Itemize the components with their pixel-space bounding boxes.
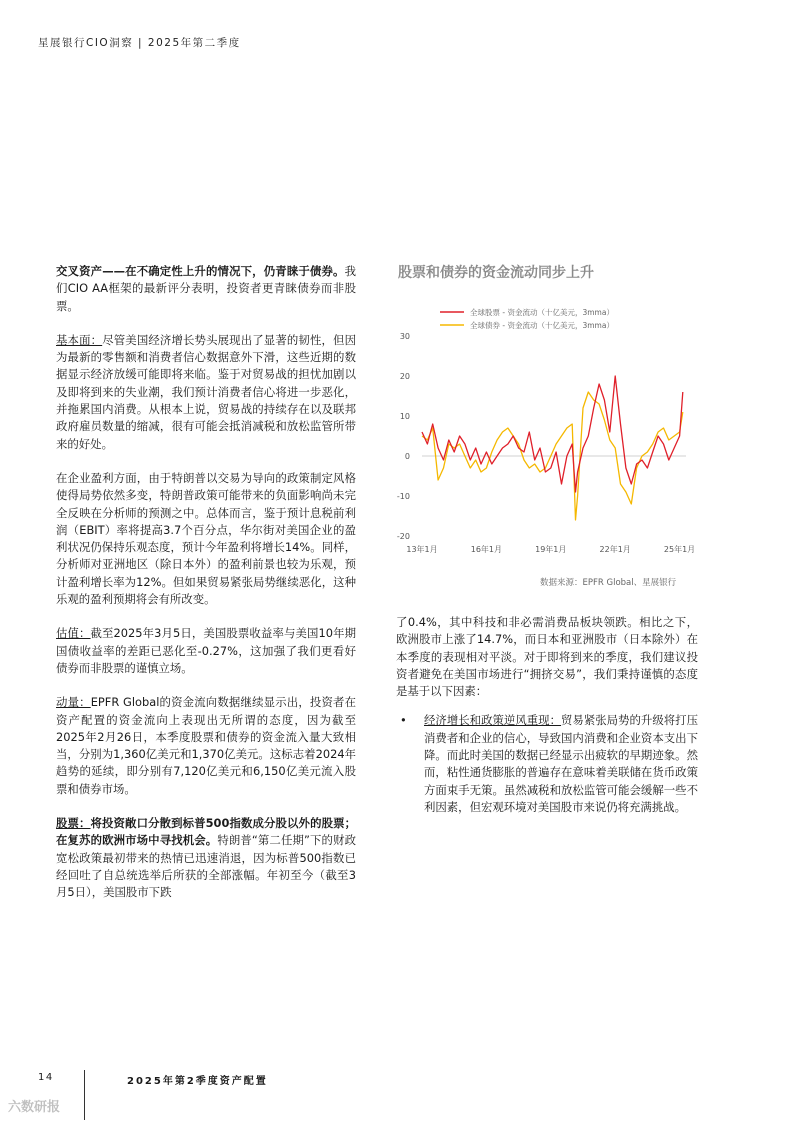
chart-source: 数据来源：EPFR Global、星展银行: [540, 578, 677, 588]
equities-heading: 将投资敞口分散到标普500指数成分股以外的股票；在复苏的欧洲市场中寻找机会。: [56, 816, 356, 848]
chart-svg: [396, 298, 702, 560]
paragraph-cross-asset: [56, 263, 356, 315]
paragraph-earnings: 在企业盈利方面，由于特朗普以交易为导向的政策制定风格使得局势依然多变，特朗普政策可能带来的负面影响尚未完全反映在分析师的预测之中。总体而言，鉴于预计息税前利润（EBIT）率将提高3.7个百分点，华尔街对美国企业的盈利状况仍保持乐观态度，预计今年盈利将增长14%。同样，分析师对亚洲地区（除日本外）的盈利前景也较为乐观，预计盈利增长率为12%。但如果贸易紧张局势继续恶化，这种乐观的盈利预期将会有所改变。: [56, 470, 356, 607]
page-number: 14: [38, 1072, 54, 1083]
left-column: [56, 263, 356, 919]
paragraph-continued: 了0.4%，其中科技和非必需消费品板块领跌。相比之下，欧洲股市上涨了14.7%，而日本和亚洲股市（日本除外）在本季度的表现相对平淡。对于即将到来的季度，我们建议投资者避免在美国市场进行“拥挤交易”，我们秉持谨慎的态度是基于以下因素：: [396, 615, 698, 699]
y-tick-label: 0: [404, 452, 410, 461]
bullet-paragraph: [424, 712, 698, 816]
cross-asset-heading: 交叉资产——在不确定性上升的情况下，仍青睐于债券。: [56, 264, 345, 278]
footer-divider: [84, 1070, 85, 1120]
watermark: 六数研报: [8, 1100, 61, 1115]
valuation-text: 截至2025年3月5日，美国股票收益率与美国10年期国债收益率的差距已恶化至-0.27%，这加强了我们更看好债券而非股票的谨慎立场。: [56, 626, 356, 675]
paragraph-valuation: [56, 625, 356, 677]
equities-label: 股票：: [56, 816, 91, 831]
chart-title: 股票和债券的资金流动同步上升: [398, 265, 594, 281]
fundamentals-text: 尽管美国经济增长势头展现出了显著的韧性，但因为最新的零售额和消费者信心数据意外下滑，这些近期的数据显示经济放缓可能即将来临。鉴于对贸易战的担忧加剧以及即将到来的失业潮，我们预计消费者信心将进一步恶化，并拖累国内消费。从根本上说，贸易战的持续存在以及联邦政府雇员数量的缩减，很有可能会抵消减税和放松监管所带来的好处。: [56, 332, 356, 451]
momentum-label: 动量：: [56, 695, 91, 710]
y-tick-label: 20: [399, 372, 410, 381]
bullet-label: 经济增长和政策逆风重现：: [424, 713, 561, 728]
y-tick-label: 10: [399, 412, 410, 421]
y-tick-label: -20: [396, 532, 410, 541]
footer-title: 2025年第2季度资产配置: [127, 1076, 268, 1087]
momentum-text: EPFR Global的资金流向数据继续显示出，投资者在资产配置的资金流向上表现出无所谓的态度，因为截至2025年2月26日，本季度股票和债券的资金流入量大致相当，分别为1,360亿美元和1,370亿美元。这标志着2024年趋势的延续，即分别有7,120亿美元和6,150亿美元流入股票和债券市场。: [56, 695, 356, 796]
bullet-growth-headwinds: [396, 712, 698, 816]
x-tick-label: 19年1月: [535, 545, 567, 554]
page-header: 星展银行CIO洞察 | 2025年第二季度: [38, 37, 241, 49]
x-tick-label: 13年1月: [406, 545, 438, 554]
legend-label: 全球债券 - 资金流动（十亿美元，3mma）: [470, 321, 614, 330]
x-tick-label: 22年1月: [599, 545, 631, 554]
x-tick-label: 25年1月: [663, 545, 696, 554]
bullet-dot: •: [400, 713, 407, 728]
x-tick-label: 16年1月: [470, 545, 503, 554]
fund-flow-chart: [396, 298, 702, 560]
right-column: [396, 614, 698, 816]
cross-asset-text: 我们CIO AA框架的最新评分表明，投资者更青睐债券而非股票。: [56, 264, 356, 313]
paragraph-equities: [56, 815, 356, 901]
series-line: [422, 376, 683, 492]
equities-text: 特朗普“第二任期”下的财政宽松政策最初带来的热情已迅速消退，因为标普500指数已经回吐了自总统选举后所获的全部涨幅。年初至今（截至3月5日），美国股市下跌: [56, 833, 356, 900]
fundamentals-label: 基本面：: [56, 332, 103, 347]
bullet-text: 贸易紧张局势的升级将打压消费者和企业的信心，导致国内消费和企业资本支出下降。而此时美国的数据已经显示出疲软的早期迹象。然而，粘性通货膨胀的普遍存在意味着美联储在货币政策方面束手无策。虽然减税和放松监管可能会缓解一些不利因素，但宏观环境对美国股市来说仍将充满挑战。: [424, 713, 698, 814]
paragraph-fundamentals: [56, 332, 356, 453]
y-tick-label: -10: [396, 492, 410, 501]
legend-label: 全球股票 - 资金流动（十亿美元，3mma）: [470, 308, 614, 317]
paragraph-momentum: [56, 694, 356, 798]
y-tick-label: 30: [399, 332, 410, 341]
valuation-label: 估值：: [56, 626, 91, 641]
